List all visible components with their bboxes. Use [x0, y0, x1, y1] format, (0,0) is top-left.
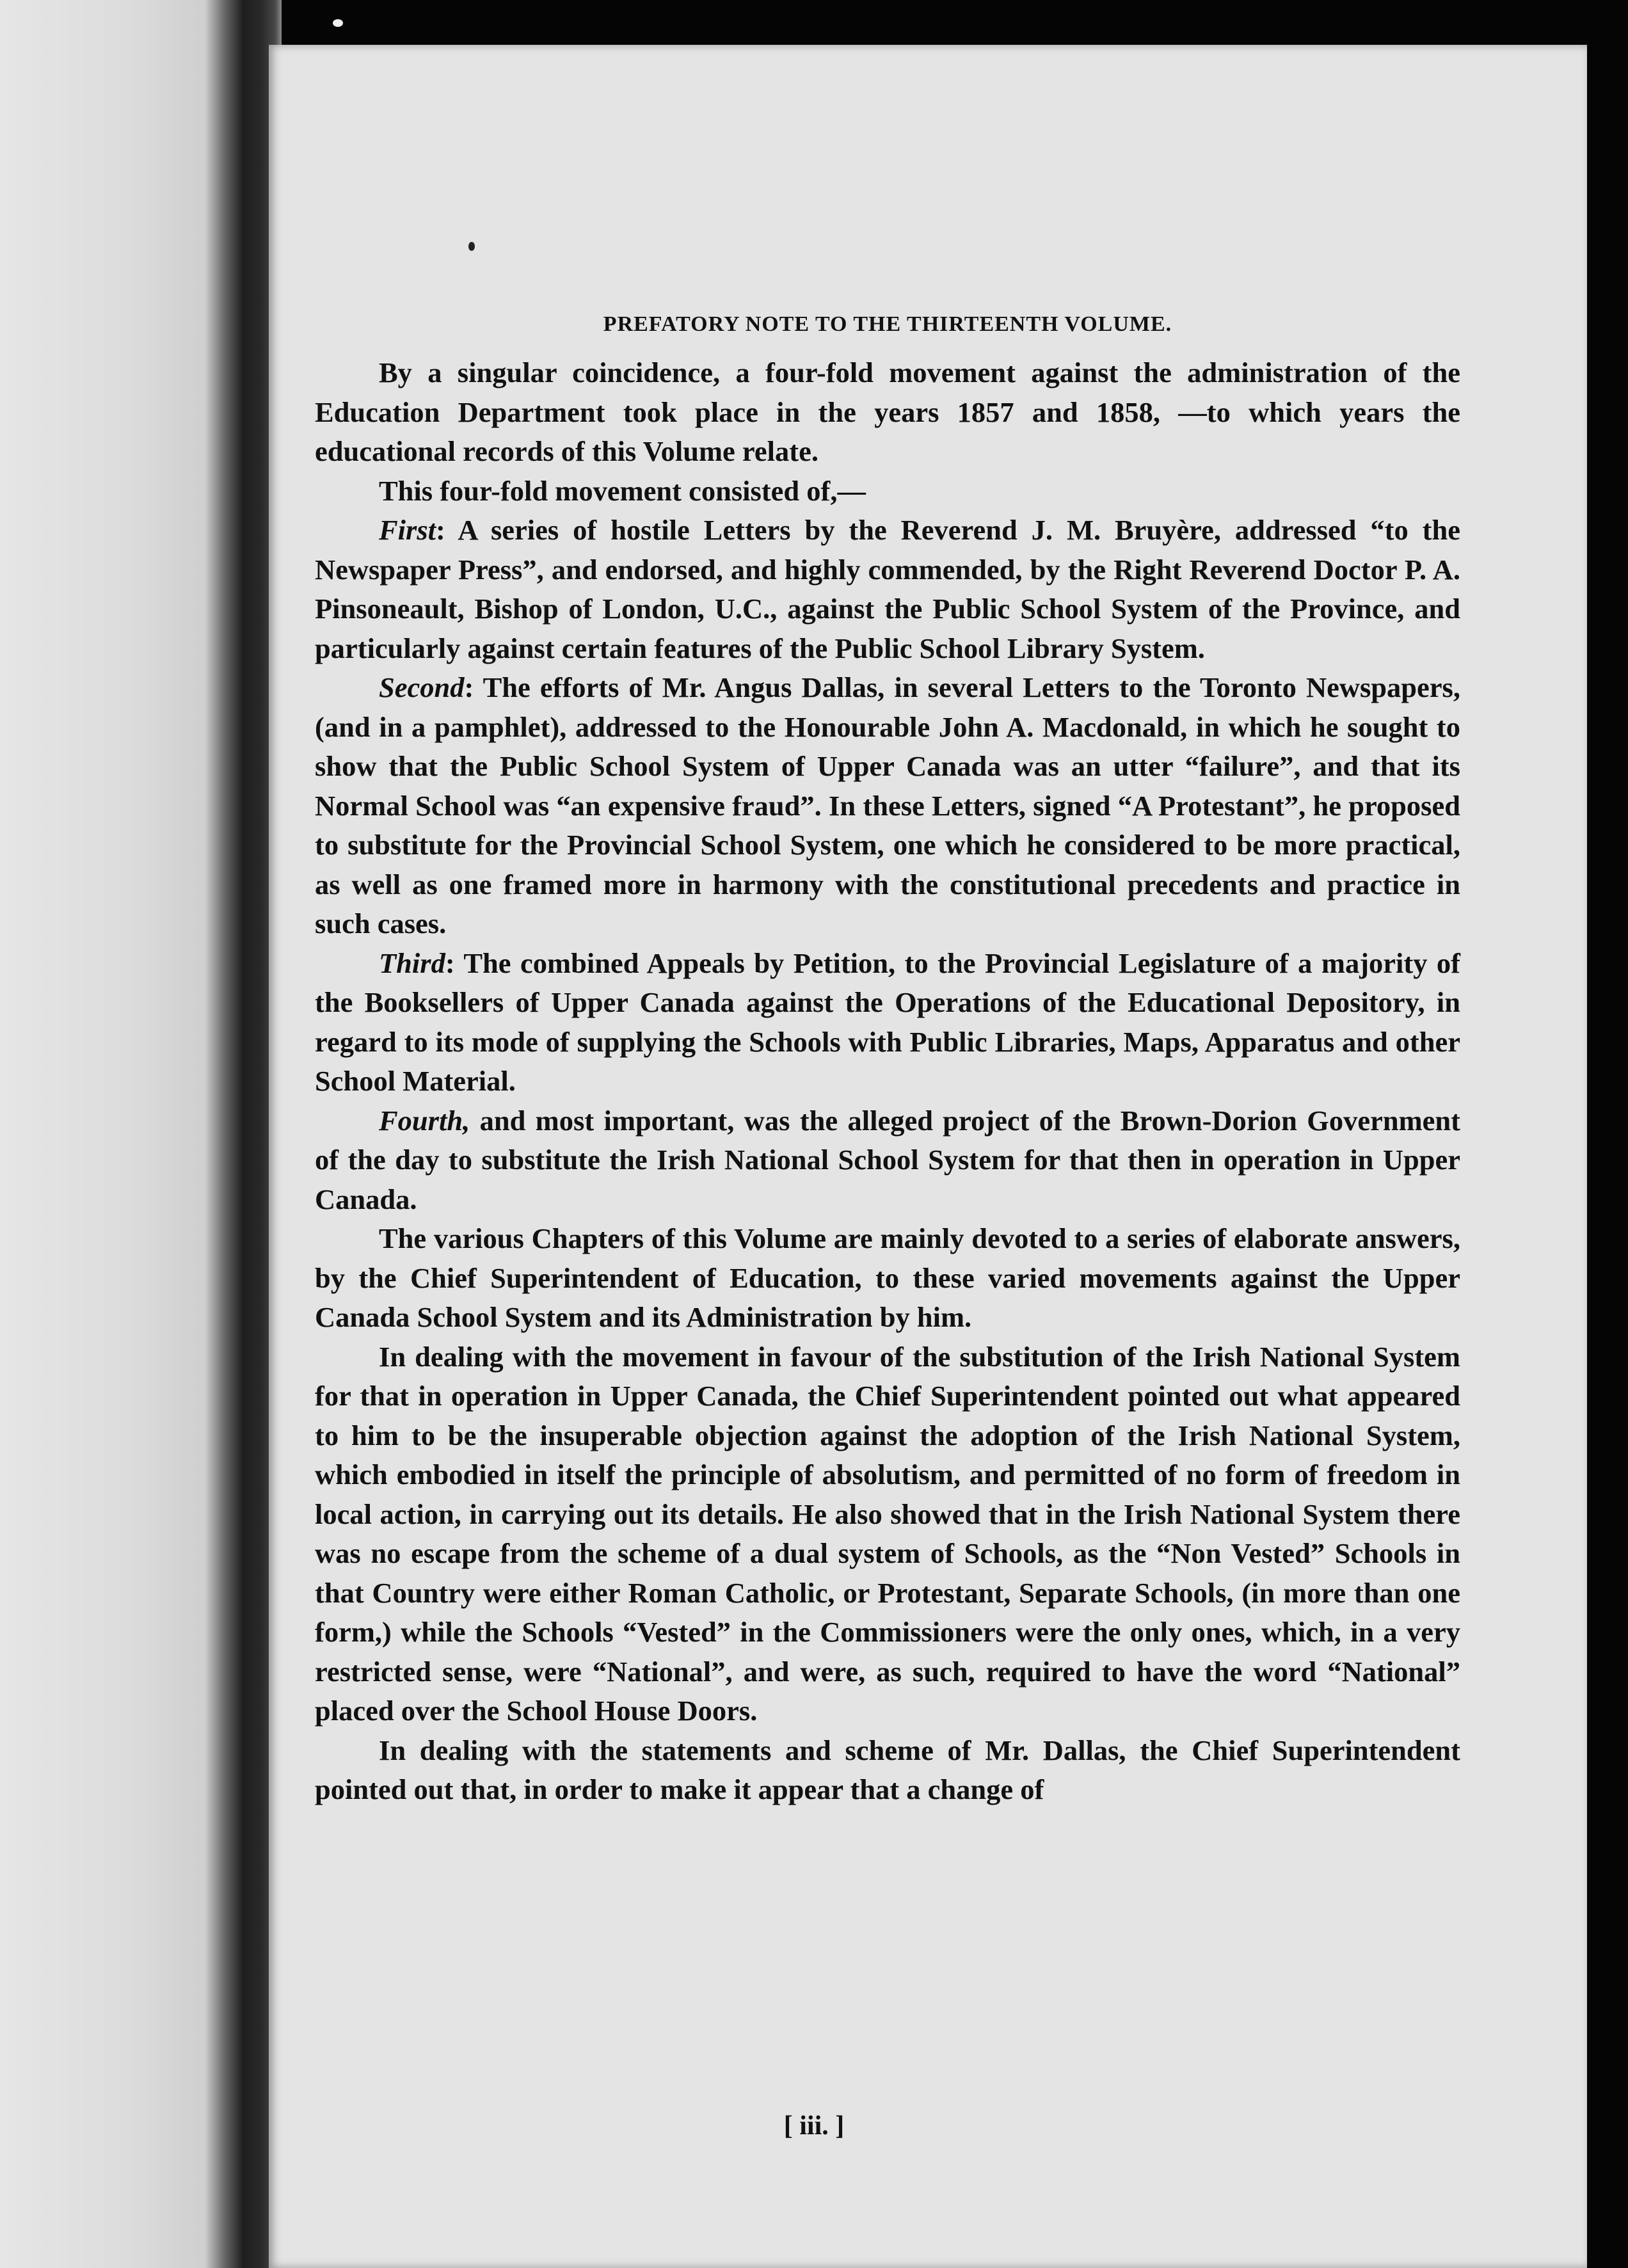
- paragraph-lead: First: [379, 514, 436, 546]
- paragraph-text: This four-fold movement consisted of,—: [379, 474, 866, 507]
- text-block: [315, 312, 1460, 1810]
- paragraph: [315, 353, 1460, 472]
- paragraph: [315, 668, 1460, 944]
- paragraph-lead: Third: [379, 946, 445, 979]
- paragraph-lead: Second: [379, 671, 465, 703]
- book-gutter-shadow: [0, 0, 282, 2268]
- page-title: PREFATORY NOTE TO THE THIRTEENTH VOLUME.: [603, 312, 1172, 336]
- paragraph: [315, 1101, 1460, 1220]
- paragraph: [315, 472, 1460, 511]
- paragraph: [315, 944, 1460, 1101]
- paragraph: [315, 1338, 1460, 1731]
- paragraph-text: By a singular coincidence, a four-fold movement against the administration of the Education Department took place in the years 1857 and 1858, —to which years the educational records of this Volume relate.: [315, 356, 1460, 467]
- page-number: [ iii. ]: [783, 2111, 845, 2141]
- paragraph: [315, 511, 1460, 668]
- paragraph-text: : The combined Appeals by Petition, to the Provincial Legislature of a majority of the Booksellers of Upper Canada against the Operations of the Educational Depository, in regard to its mode of supplying the Schools with Public Libraries, Maps, Apparatus and other School Material.: [315, 946, 1460, 1097]
- paragraph: [315, 1219, 1460, 1338]
- paragraph-lead: Fourth,: [379, 1104, 470, 1137]
- paragraph-text: : A series of hostile Letters by the Reverend J. M. Bruyère, addressed “to the Newspaper Press”, and endorsed, and highly commended, by the Right Reverend Doctor P. A. Pinsoneault, Bishop of London, U.C., against the Public School System of the Province, and particularly against certain features of the Public School Library System.: [315, 514, 1460, 664]
- paragraph-text: In dealing with the movement in favour of the substitution of the Irish National System for that in operation in Upper Canada, the Chief Superintendent pointed out what appeared to him to be the insuperable objection against the adoption of the Irish National System, which embodied in itself the principle of absolutism, and permitted of no form of freedom in local action, in carrying out its details. He also showed that in the Irish National System there was no escape from the scheme of a dual system of Schools, as the “Non Vested” Schools in that Country were either Roman Catholic, or Protestant, Separate Schools, (in more than one form,) while the Schools “Vested” in the Commissioners were the only ones, which, in a very restricted sense, were “National”, and were, as such, required to have the word “National” placed over the School House Doors.: [315, 1340, 1460, 1727]
- paragraph: [315, 1731, 1460, 1810]
- paragraph-text: : The efforts of Mr. Angus Dallas, in several Letters to the Toronto Newspapers, (and in a pamphlet), addressed to the Honourable John A. Macdonald, in which he sought to show that the Public School System of Upper Canada was an utter “failure”, and that its Normal School was “an expensive fraud”. In these Letters, signed “A Protestant”, he proposed to substitute for the Provincial School System, one which he considered to be more practical, as well as one framed more in harmony with the constitutional precedents and practice in such cases.: [315, 671, 1460, 939]
- paragraph-text: The various Chapters of this Volume are mainly devoted to a series of elaborate answers, by the Chief Superintendent of Education, to these varied movements against the Upper Canada School System and its Administration by him.: [315, 1222, 1460, 1333]
- speck-mark: [468, 242, 475, 251]
- paragraph-text: and most important, was the alleged project of the Brown-Dorion Government of the day to substitute the Irish National School System for that then in operation in Upper Canada.: [315, 1104, 1460, 1215]
- speck-mark: [333, 19, 343, 27]
- paragraph-text: In dealing with the statements and scheme of Mr. Dallas, the Chief Superintendent pointed out that, in order to make it appear that a change of: [315, 1734, 1460, 1805]
